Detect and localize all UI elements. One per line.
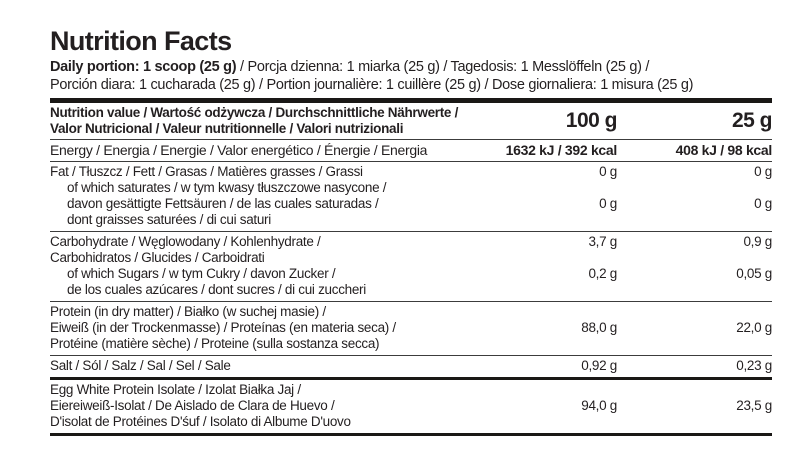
salt-values-100g xyxy=(487,358,617,374)
saturates-value-25g: 0 g xyxy=(754,196,772,211)
daily-portion-rest: / Porcja dzienna: 1 miarka (25 g) / Tagedosis: 1 Messlöffeln (25 g) / xyxy=(236,59,650,75)
daily-portion-lead: Daily portion: 1 scoop (25 g) xyxy=(50,59,237,75)
row-protein xyxy=(50,302,772,356)
column-header-25g: 25 g xyxy=(731,108,772,132)
nutrition-table xyxy=(50,98,772,436)
carbohydrate-values-100g xyxy=(487,234,617,298)
energy-value-25g: 408 kJ / 98 kcal xyxy=(675,142,772,158)
page-title: Nutrition Facts xyxy=(50,26,232,56)
egg-white-values-100g xyxy=(487,382,617,430)
protein-value-100g: 88,0 g xyxy=(581,320,617,335)
header-label-line-1: Nutrition value / Wartość odżywcza / Durchschnittliche Nährwerte / xyxy=(50,105,459,120)
carbohydrate-label-line-2: Carbohidratos / Glucides / Carboidrati xyxy=(50,250,265,265)
sugars-value-100g: 0,2 g xyxy=(588,266,617,281)
header-label xyxy=(50,105,487,136)
salt-value-25g: 0,23 g xyxy=(736,358,772,373)
egg-white-label xyxy=(50,382,487,430)
protein-values-100g xyxy=(487,304,617,352)
row-carbohydrate xyxy=(50,232,772,302)
fat-label-line-3: davon gesättigte Fettsäuren / de las cuales saturadas / xyxy=(67,196,379,211)
saturates-value-100g: 0 g xyxy=(599,196,617,211)
protein-label xyxy=(50,304,487,352)
fat-label-line-2: of which saturates / w tym kwasy tłuszczowe nasycone / xyxy=(67,180,387,195)
protein-values-25g xyxy=(617,304,772,352)
carbohydrate-values-25g xyxy=(617,234,772,298)
row-salt xyxy=(50,356,772,380)
carbohydrate-label xyxy=(50,234,487,298)
fat-value-100g: 0 g xyxy=(599,164,617,179)
row-energy xyxy=(50,140,772,162)
sugars-value-25g: 0,05 g xyxy=(736,266,772,281)
daily-portion-line-2: Porción diara: 1 cucharada (25 g) / Portion journalière: 1 cuillère (25 g) / Dose giornaliera: 1 misura (25 g) xyxy=(50,76,694,93)
egg-white-label-line-3: D'isolat de Protéines D'śuf / Isolato di Albume D'uovo xyxy=(50,414,351,429)
fat-values-100g xyxy=(487,164,617,228)
salt-values-25g xyxy=(617,358,772,374)
egg-white-value-100g: 94,0 g xyxy=(581,398,617,413)
daily-portion xyxy=(50,59,772,94)
row-egg-white-protein-isolate xyxy=(50,380,772,433)
carbohydrate-label-line-4: de los cuales azúcares / dont sucres / di cui zuccheri xyxy=(67,282,366,297)
egg-white-label-line-1: Egg White Protein Isolate / Izolat Białka Jaj / xyxy=(50,382,301,397)
energy-value-100g: 1632 kJ / 392 kcal xyxy=(505,142,617,158)
fat-value-25g: 0 g xyxy=(754,164,772,179)
fat-label-line-4: dont graisses saturées / di cui saturi xyxy=(67,212,271,227)
fat-label xyxy=(50,164,487,228)
energy-label-line-1: Energy / Energia / Energie / Valor energético / Énergie / Energia xyxy=(50,142,428,158)
protein-label-line-3: Protéine (matière sèche) / Proteine (sulla sostanza secca) xyxy=(50,336,380,351)
carbohydrate-label-line-3: of which Sugars / w tym Cukry / davon Zucker / xyxy=(67,266,336,281)
salt-label-line-1: Salt / Sól / Salz / Sal / Sel / Sale xyxy=(50,358,231,373)
fat-values-25g xyxy=(617,164,772,228)
row-fat xyxy=(50,162,772,232)
fat-label-line-1: Fat / Tłuszcz / Fett / Grasas / Matières grasses / Grassi xyxy=(50,164,363,179)
egg-white-value-25g: 23,5 g xyxy=(736,398,772,413)
carbohydrate-label-line-1: Carbohydrate / Węglowodany / Kohlenhydrate / xyxy=(50,234,321,249)
egg-white-values-25g xyxy=(617,382,772,430)
protein-value-25g: 22,0 g xyxy=(736,320,772,335)
header-label-line-2: Valor Nutricional / Valeur nutritionnelle / Valori nutrizionali xyxy=(50,120,404,136)
label-content xyxy=(50,0,772,436)
salt-value-100g: 0,92 g xyxy=(581,358,617,373)
table-header-row xyxy=(50,103,772,140)
protein-label-line-2: Eiweiß (in der Trockenmasse) / Proteínas (en materia seca) / xyxy=(50,320,396,335)
daily-portion-line-1 xyxy=(50,59,772,77)
energy-label xyxy=(50,142,487,158)
carbohydrate-value-25g: 0,9 g xyxy=(743,234,772,249)
salt-label xyxy=(50,358,487,374)
protein-label-line-1: Protein (in dry matter) / Białko (w suchej masie) / xyxy=(50,304,326,319)
egg-white-label-line-2: Eiereiweiß-Isolat / De Aislado de Clara de Huevo / xyxy=(50,398,335,413)
carbohydrate-value-100g: 3,7 g xyxy=(588,234,617,249)
column-header-100g: 100 g xyxy=(565,108,617,132)
